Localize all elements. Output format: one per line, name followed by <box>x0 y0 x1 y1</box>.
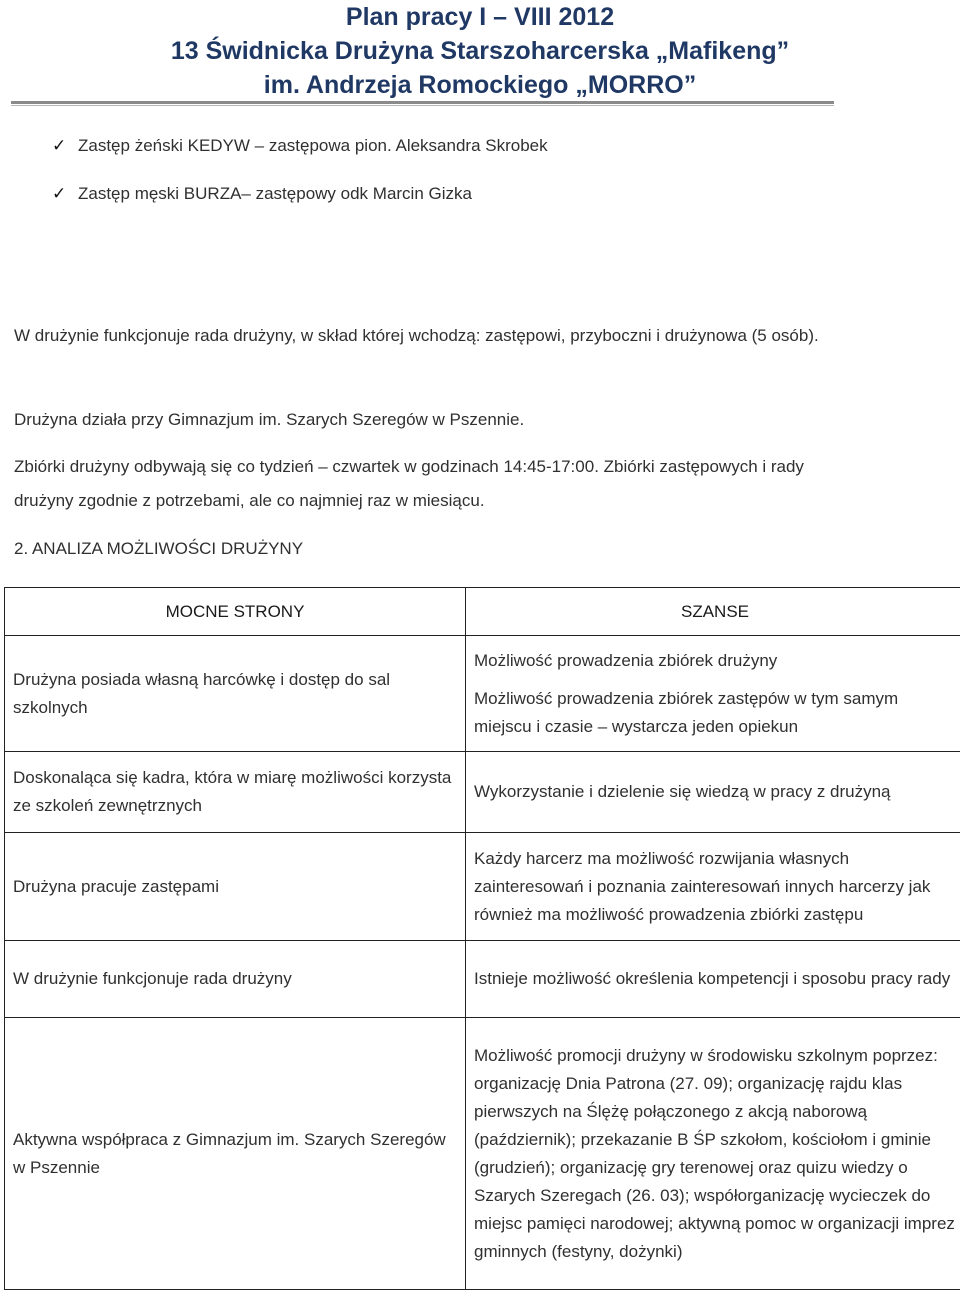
patrol-item: Zastęp żeński KEDYW – zastępowa pion. Aleksandra Skrobek <box>78 136 548 155</box>
table-row <box>5 941 960 1018</box>
checkmark-icon: ✓ <box>52 136 67 155</box>
swot-table <box>4 587 960 1290</box>
section-title: 2. ANALIZA MOŻLIWOŚCI DRUŻYNY <box>14 539 304 558</box>
strength-cell: Drużyna pracuje zastępami <box>5 833 466 941</box>
document-header <box>0 0 960 102</box>
strength-cell: W drużynie funkcjonuje rada drużyny <box>5 941 466 1018</box>
patrol-item: Zastęp męski BURZA– zastępowy odk Marcin Gizka <box>78 184 472 203</box>
troop-name: 13 Świdnicka Drużyna Starszoharcerska „Mafikeng” <box>170 37 790 65</box>
table-row <box>5 1018 960 1290</box>
strengths-header: MOCNE STRONY <box>5 588 466 636</box>
strength-cell: Aktywna współpraca z Gimnazjum im. Szarych Szeregów w Pszennie <box>5 1018 466 1290</box>
opportunity-text: Możliwość prowadzenia zbiórek zastępów w tym samym miejscu i czasie – wystarcza jeden opiekun <box>474 688 899 736</box>
plan-title: Plan pracy I – VIII 2012 <box>345 3 615 31</box>
header-divider-thin <box>11 105 834 106</box>
council-paragraph: W drużynie funkcjonuje rada drużyny, w skład której wchodzą: zastępowi, przyboczni i drużynowa (5 osób). <box>14 326 819 345</box>
opportunity-text: Możliwość prowadzenia zbiórek drużyny <box>474 650 778 670</box>
table-row <box>5 752 960 833</box>
strength-cell: Doskonaląca się kadra, która w miarę możliwości korzysta ze szkoleń zewnętrznych <box>5 752 466 833</box>
school-paragraph: Drużyna działa przy Gimnazjum im. Szarych Szeregów w Pszennie. <box>14 410 525 429</box>
opportunity-cell: Istnieje możliwość określenia kompetencji i sposobu pracy rady <box>466 941 960 1018</box>
table-header-row <box>5 588 960 636</box>
meetings-paragraph: Zbiórki drużyny odbywają się co tydzień – czwartek w godzinach 14:45-17:00. Zbiórki zastępowych i rady drużyny zgodnie z potrzebami, ale co najmniej raz w miesiącu. <box>14 457 804 510</box>
opportunity-cell: Każdy harcerz ma możliwość rozwijania własnych zainteresowań i poznania zainteresowań innych harcerzy jak również ma możliwość prowadzenia zbiórki zastępu <box>466 833 960 941</box>
opportunities-header: SZANSE <box>466 588 960 636</box>
opportunity-cell: Możliwość promocji drużyny w środowisku szkolnym poprzez: organizację Dnia Patrona (27. 09); organizację rajdu klas pierwszych na Ślężę połączonego z akcją naborową (październik); przekazanie B ŚP szkołom, kościołom i gminie (grudzień); organizację gry terenowej oraz quizu wiedzy o Szarych Szeregach (26. 03); współorganizację wycieczek do miejsc pamięci narodowej; aktywną pomoc w organizacji imprez gminnych (festyny, dożynki) <box>466 1018 960 1290</box>
checkmark-icon: ✓ <box>52 184 67 203</box>
header-divider <box>11 101 834 104</box>
table-row <box>5 636 960 752</box>
table-row <box>5 833 960 941</box>
opportunity-cell <box>466 636 960 752</box>
troop-patron: im. Andrzeja Romockiego „MORRO” <box>263 71 697 99</box>
strength-cell: Drużyna posiada własną harcówkę i dostęp do sal szkolnych <box>5 636 466 752</box>
opportunity-cell: Wykorzystanie i dzielenie się wiedzą w pracy z drużyną <box>466 752 960 833</box>
